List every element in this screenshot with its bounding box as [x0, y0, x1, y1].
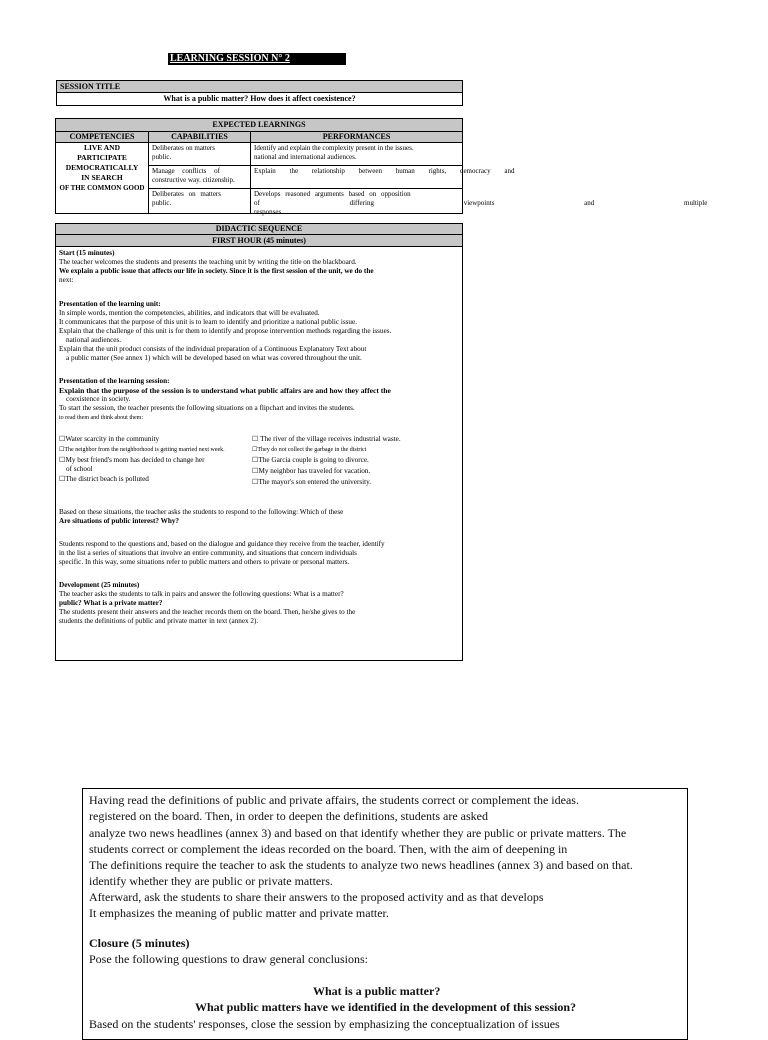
situation-item: ☐The neighbor from the neighborhood is getting married next week.	[59, 447, 225, 453]
paragraph-line: The students present their answers and the teacher records them on the board. Then, he/she gives to the	[59, 608, 356, 616]
situation-item: ☐My neighbor has traveled for vacation.	[252, 467, 371, 475]
paragraph-line: To start the session, the teacher presents the following situations on a flipchart and invites the students.	[59, 404, 355, 412]
paragraph-line: national audiences.	[66, 336, 122, 344]
performance-cell: Explain the relationship between human rights, democracy and	[254, 167, 515, 175]
paragraph-line: It communicates that the purpose of this unit is to learn to identify and prioritize a national public issue.	[59, 318, 358, 326]
checkbox-icon: ☐	[59, 456, 66, 464]
capability-cell: Deliberates on matters public.	[152, 190, 221, 207]
paragraph-line: identify whether they are public or private matters.	[89, 874, 333, 888]
development-heading: Development (25 minutes)	[59, 581, 140, 589]
paragraph-line: Explain that the unit product consists of the individual preparation of a Continuous Explanatory Text about	[59, 345, 367, 353]
paragraph-line: students the definitions of public and private matter in text (annex 2).	[59, 617, 259, 625]
continuation-box	[82, 788, 688, 1040]
checkbox-icon: ☐	[59, 447, 65, 453]
session-heading: Presentation of the learning session:	[59, 377, 170, 385]
session-title-table	[56, 80, 463, 106]
paragraph-line: Explain that the challenge of this unit is for them to identify and propose intervention methods regarding the issues.	[59, 327, 392, 335]
paragraph-line: In simple words, mention the competencies, abilities, and indicators that will be evaluated.	[59, 309, 320, 317]
situation-item: ☐My best friend's mom has decided to change her	[59, 456, 205, 464]
checkbox-icon: ☐	[252, 467, 259, 475]
paragraph-line: The definitions require the teacher to ask the students to analyze two news headlines (annex 3) and based on that.	[89, 858, 633, 872]
checkbox-icon: ☐	[252, 447, 258, 453]
situation-item: ☐The Garcia couple is going to divorce.	[252, 456, 369, 464]
paragraph-line: to read them and think about them:	[59, 415, 143, 421]
paragraph-line: Explain that the purpose of the session is to understand what public affairs are and how they affect the	[59, 386, 391, 395]
paragraph-line: Having read the definitions of public and private affairs, the students correct or complement the ideas.	[89, 793, 579, 807]
unit-heading: Presentation of the learning unit:	[59, 300, 161, 308]
situation-item: ☐The mayor's son entered the university.	[252, 478, 372, 486]
paragraph-line: The teacher asks the students to talk in pairs and answer the following questions: What is a matter?	[59, 590, 344, 598]
session-title-header: SESSION TITLE	[57, 81, 462, 93]
paragraph-line: coexistence in society.	[66, 395, 131, 403]
paragraph-line: students correct or complement the ideas recorded on the board. Then, with the aim of deepening in	[89, 842, 568, 856]
paragraph-line: Based on these situations, the teacher asks the students to respond to the following: Which of these	[59, 508, 344, 516]
situation-item: ☐Water scarcity in the community	[59, 435, 160, 443]
competency-label: LIVE AND PARTICIPATE DEMOCRATICALLY IN SEARCH OF THE COMMON GOOD	[59, 143, 145, 192]
paragraph-line: Pose the following questions to draw general conclusions:	[89, 952, 368, 966]
paragraph-line: public? What is a private matter?	[59, 599, 163, 607]
closure-heading: Closure (5 minutes)	[89, 936, 190, 950]
paragraph-line: in the list a series of situations that involve an entire community, and situations that concern individuals	[59, 549, 357, 557]
paragraph-line: Students respond to the questions and, based on the dialogue and guidance they receive from the teacher, identify	[59, 540, 385, 548]
paragraph-line: Based on the students' responses, close the session by emphasizing the conceptualization of issues	[89, 1017, 560, 1031]
closure-question: What is a public matter?	[313, 984, 441, 998]
expected-learnings-table	[55, 118, 708, 216]
expected-learnings-header: EXPECTED LEARNINGS	[56, 119, 462, 132]
didactic-sequence-header: DIDACTIC SEQUENCE	[56, 224, 462, 235]
checkbox-icon: ☐	[59, 435, 66, 443]
didactic-sequence-table	[55, 223, 463, 661]
checkbox-icon: ☐	[252, 456, 259, 464]
page-title: LEARNING SESSION N° 2	[168, 53, 346, 65]
session-question: What is a public matter? How does it affect coexistence?	[163, 94, 356, 103]
situation-item: of school	[66, 465, 93, 473]
paragraph-line: We explain a public issue that affects our life in society. Since it is the first session of the unit, we do the	[59, 267, 374, 275]
start-heading: Start (15 minutes)	[59, 249, 115, 257]
paragraph-line: next:	[59, 276, 74, 284]
closure-question: What public matters have we identified in the development of this session?	[195, 1000, 576, 1014]
situation-item: ☐They do not collect the garbage in the district	[252, 447, 367, 453]
performances-column-header: PERFORMANCES	[251, 132, 462, 143]
first-hour-header: FIRST HOUR (45 minutes)	[56, 235, 462, 247]
checkbox-icon: ☐	[252, 435, 259, 443]
paragraph-line: The teacher welcomes the students and presents the teaching unit by writing the title on the blackboard.	[59, 258, 357, 266]
paragraph-line: a public matter (See annex 1) which will be developed based on what was covered throughout the unit.	[66, 354, 362, 362]
performance-cell: Develops reasoned arguments based on opposition of differing viewpoints and multiple responses.	[254, 190, 708, 216]
paragraph-line: registered on the board. Then, in order to deepen the definitions, students are asked	[89, 809, 488, 823]
situation-item: ☐The district beach is polluted	[59, 475, 149, 483]
paragraph-line: It emphasizes the meaning of public matter and private matter.	[89, 906, 389, 920]
checkbox-icon: ☐	[252, 478, 259, 486]
capability-cell: Deliberates on matters public.	[152, 144, 215, 161]
paragraph-line: analyze two news headlines (annex 3) and based on that identify whether they are public or private matters. The	[89, 826, 627, 840]
checkbox-icon: ☐	[59, 475, 66, 483]
paragraph-line: Afterward, ask the students to share their answers to the proposed activity and as that develops	[89, 890, 544, 904]
competencies-column-header: COMPETENCIES	[56, 132, 148, 143]
capability-cell: Manage conflicts of constructive way. citizenship.	[152, 167, 235, 184]
situation-item: ☐ The river of the village receives industrial waste.	[252, 435, 401, 443]
performance-cell: Identify and explain the complexity present in the issues. national and international audiences.	[254, 144, 414, 161]
capabilities-column-header: CAPABILITIES	[149, 132, 250, 143]
paragraph-line: Are situations of public interest? Why?	[59, 517, 180, 525]
paragraph-line: specific. In this way, some situations refer to public matters and others to private or personal matters.	[59, 558, 350, 566]
